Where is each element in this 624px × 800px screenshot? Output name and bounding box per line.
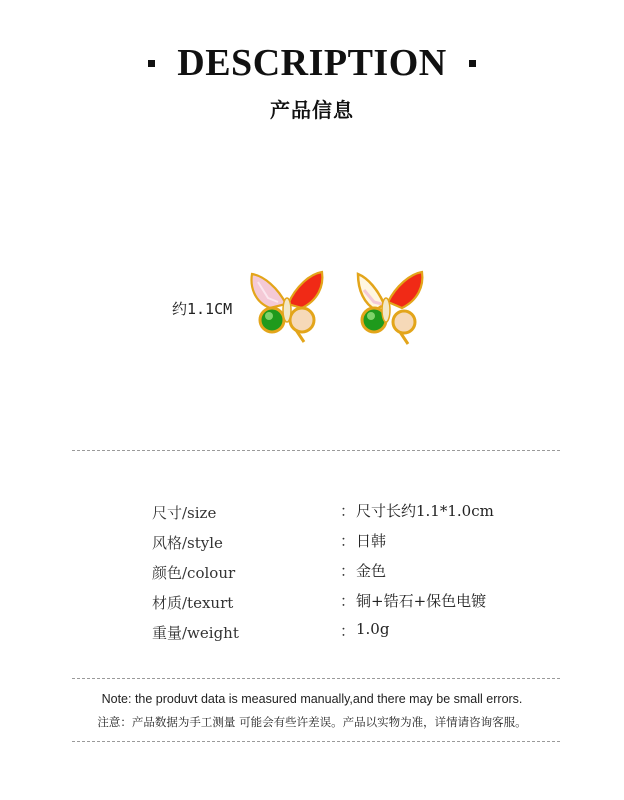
spec-colon: ： <box>340 532 356 550</box>
spec-label: 重量/weight <box>152 624 239 642</box>
spec-colon: ： <box>340 562 356 580</box>
earring-angle-image <box>352 268 434 348</box>
spec-row-colour <box>152 560 532 590</box>
earring-front-image <box>246 268 328 348</box>
spec-value: 1.0g <box>356 620 390 638</box>
title-left-dot <box>148 60 155 67</box>
divider-bottom <box>72 741 560 742</box>
spec-label: 尺寸/size <box>152 504 217 522</box>
title-row <box>0 38 624 88</box>
header <box>0 38 624 123</box>
spec-colon: ： <box>340 592 356 610</box>
spec-row-weight <box>152 620 532 650</box>
divider-middle <box>72 678 560 679</box>
spec-colon: ： <box>340 502 356 520</box>
page-subtitle: 产品信息 <box>270 98 354 122</box>
spec-row-material <box>152 590 532 620</box>
spec-colon: ： <box>340 622 356 640</box>
spec-value: 日韩 <box>356 532 387 550</box>
divider-top <box>72 450 560 451</box>
spec-table <box>152 500 532 650</box>
spec-value: 金色 <box>356 562 387 580</box>
spec-value: 尺寸长约1.1*1.0cm <box>356 502 494 520</box>
note-english: Note: the produvt data is measured manually,and there may be small errors. <box>101 692 523 706</box>
spec-row-style <box>152 530 532 560</box>
title-right-dot <box>469 60 476 67</box>
size-label: 约1.1CM <box>172 300 233 318</box>
spec-label: 风格/style <box>152 534 223 552</box>
spec-row-size <box>152 500 532 530</box>
spec-label: 颜色/colour <box>152 564 236 582</box>
page-title: DESCRIPTION <box>177 42 447 84</box>
spec-label: 材质/texurt <box>152 594 234 612</box>
spec-value: 铜+锆石+保色电镀 <box>356 592 487 610</box>
note-chinese: 注意：产品数据为手工测量 可能会有些许差误。产品以实物为准，详情请咨询客服。 <box>97 715 527 729</box>
